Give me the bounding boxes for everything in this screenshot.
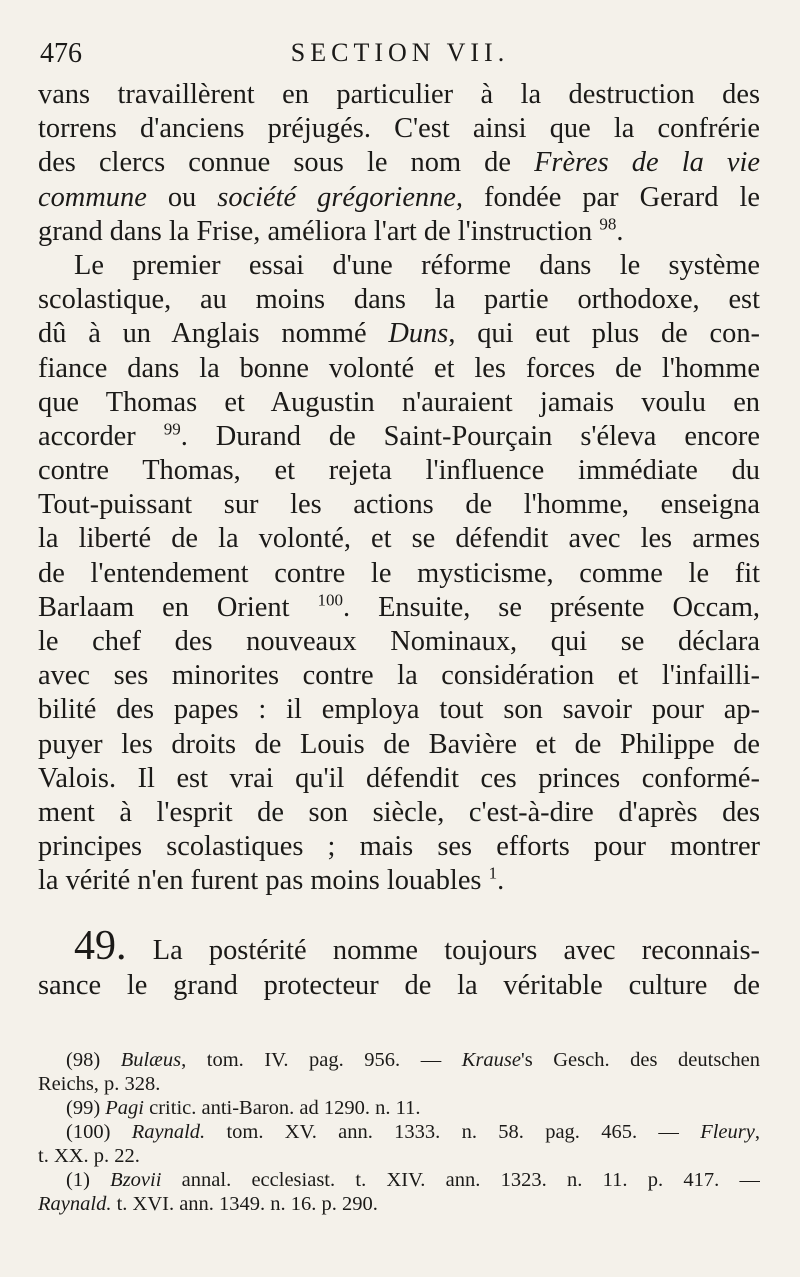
text-line <box>38 864 760 898</box>
footnote-ref-99: 99 <box>163 419 181 439</box>
italic-text: commune <box>38 181 147 213</box>
italic-text: Pagi <box>105 1097 144 1119</box>
text-line <box>38 591 760 625</box>
text-run: , <box>754 1121 760 1143</box>
italic-text: Duns <box>388 318 449 350</box>
footnote-number: (100) <box>66 1121 132 1143</box>
italic-text: Bulæus <box>120 1049 182 1071</box>
text-run: . <box>616 215 624 247</box>
main-text <box>38 78 760 1003</box>
text-run: , qui eut plus de con- <box>448 318 760 350</box>
text-run: ou <box>146 181 218 213</box>
text-line: vans travaillèrent en particulier à la destruction des <box>38 79 760 110</box>
footnote-number: (1) <box>66 1169 111 1191</box>
footnote-99 <box>38 1096 760 1120</box>
text-run: tom. XV. ann. 1333. n. 58. pag. 465. — <box>205 1121 701 1143</box>
text-run: la vérité n'en furent pas moins louables <box>38 865 482 897</box>
text-line: contre Thomas, et rejeta l'influence immédiate du <box>38 455 760 487</box>
footnote-98 <box>38 1048 760 1072</box>
text-line: scolastique, au moins dans la partie orthodoxe, est <box>38 284 760 316</box>
text-line: principes scolastiques ; mais ses efforts pour montrer <box>38 831 760 863</box>
text-run: fondée par Gerard le <box>463 181 760 213</box>
text-run: grand dans la Frise, améliora l'art de l'instruction <box>38 215 593 247</box>
text-line: le chef des nouveaux Nominaux, qui se déclara <box>38 626 760 657</box>
text-line: avec ses minorites contre la considération et l'infailli- <box>38 660 760 692</box>
footnote-number: (99) <box>66 1097 106 1119</box>
text-run: 's Gesch. des deutschen <box>521 1049 760 1071</box>
text-line: que Thomas et Augustin n'auraient jamais voulu en <box>38 386 760 418</box>
footnote-ref-1: 1 <box>488 864 498 883</box>
text-line <box>38 317 760 351</box>
text-line: de l'entendement contre le mysticisme, comme le fit <box>38 557 760 589</box>
text-line: torrens d'anciens préjugés. C'est ainsi que la confrérie <box>38 113 760 145</box>
text-run: . Ensuite, se présente Occam, <box>342 591 760 623</box>
text-run: critic. anti-Baron. ad 1290. n. 11. <box>144 1097 421 1119</box>
footnote-1-cont <box>38 1192 760 1216</box>
text-line: Valois. Il est vrai qu'il défendit ces princes conformé- <box>38 762 760 794</box>
text-line: bilité des papes : il employa tout son savoir pour ap- <box>38 694 760 726</box>
italic-text: société grégorienne, <box>217 181 464 213</box>
text-line: sance le grand protecteur de la véritable culture de <box>38 969 760 1001</box>
italic-text: Frères de la vie <box>534 147 760 179</box>
italic-text: Bzovii <box>110 1169 162 1191</box>
text-line: Tout-puissant sur les actions de l'homme, enseigna <box>38 489 760 521</box>
footnote-number: (98) <box>66 1049 121 1071</box>
footnote-100 <box>38 1120 760 1144</box>
text-run: dû à un Anglais nommé <box>38 318 389 350</box>
text-line: puyer les droits de Louis de Bavière et de Philippe de <box>38 728 760 760</box>
italic-text: Krause <box>461 1049 522 1071</box>
page-number: 476 <box>40 38 82 69</box>
text-run: accorder <box>38 420 136 452</box>
footnote-ref-100: 100 <box>317 590 343 610</box>
text-run: t. XVI. ann. 1349. n. 16. p. 290. <box>111 1193 378 1215</box>
text-line: ment à l'esprit de son siècle, c'est-à-dire d'après des <box>38 796 760 828</box>
text-run: des clercs connue sous le nom de <box>38 147 535 179</box>
footnote-1 <box>38 1168 760 1192</box>
section-49-start <box>38 923 760 969</box>
section-number: 49. <box>74 922 127 969</box>
italic-text: Raynald. <box>131 1121 206 1143</box>
footnote-98-cont: Reichs, p. 328. <box>38 1073 161 1095</box>
italic-text: Raynald. <box>38 1193 112 1215</box>
text-line <box>38 146 760 180</box>
text-run: . Durand de Saint-Pourçain s'éleva encore <box>180 420 760 452</box>
text-line: la liberté de la volonté, et se défendit avec les armes <box>38 523 760 555</box>
text-line <box>38 181 760 215</box>
text-run: , tom. IV. pag. 956. — <box>181 1049 462 1071</box>
paragraph-start: Le premier essai d'une réforme dans le système <box>74 249 760 281</box>
section-title: SECTION VII. <box>290 38 510 67</box>
text-line: fiance dans la bonne volonté et les forces de l'homme <box>38 352 760 384</box>
text-run: annal. ecclesiast. t. XIV. ann. 1323. n. 11. p. 417. — <box>161 1169 760 1191</box>
text-line <box>38 215 760 249</box>
running-header <box>40 38 760 74</box>
footnotes <box>38 1048 760 1216</box>
text-run: La postérité nomme toujours avec reconnais- <box>126 934 760 966</box>
footnote-ref-98: 98 <box>599 214 617 234</box>
text-run: . <box>497 865 505 897</box>
text-line <box>38 420 760 454</box>
text-run: Barlaam en Orient <box>38 591 290 623</box>
footnote-100-cont: t. XX. p. 22. <box>38 1145 140 1167</box>
italic-text: Fleury <box>700 1121 755 1143</box>
